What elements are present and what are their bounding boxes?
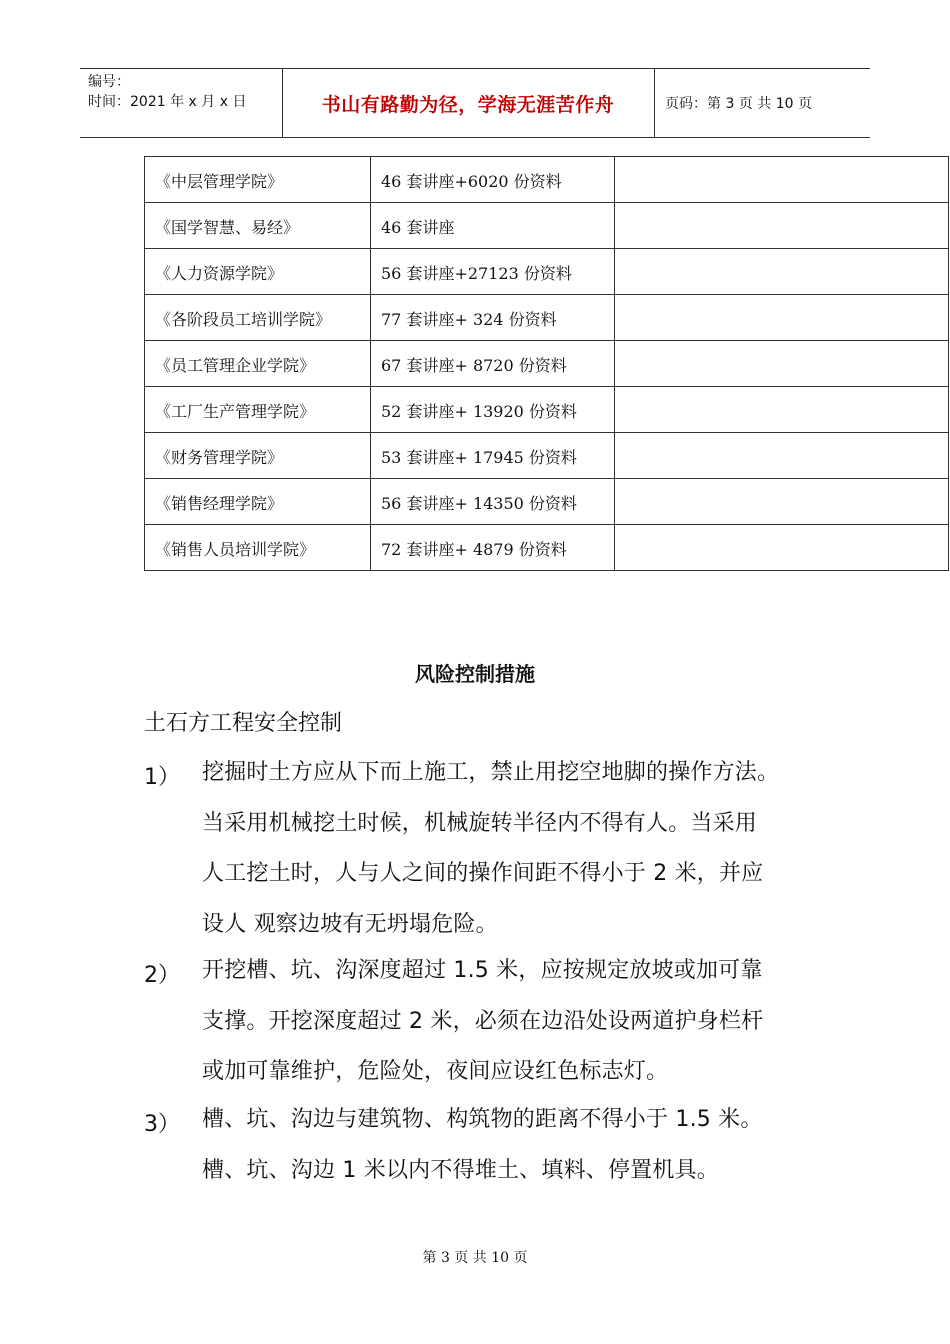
text-line: 槽、坑、沟边与建筑物、构筑物的距离不得小于 1.5 米。 — [202, 1107, 763, 1132]
text-line: 开挖槽、坑、沟深度超过 1.5 米，应按规定放坡或加可靠 — [202, 958, 763, 983]
list-item-text — [202, 946, 814, 1098]
list-item-number: 2） — [144, 963, 180, 988]
empty-cell — [615, 295, 949, 341]
course-desc-cell: 52 套讲座+ 13920 份资料 — [371, 387, 615, 433]
table-row — [145, 157, 949, 203]
course-desc-cell: 72 套讲座+ 4879 份资料 — [371, 525, 615, 571]
doc-date-label: 时间：2021 年 x 月 x 日 — [88, 94, 247, 110]
empty-cell — [615, 525, 949, 571]
text-line: 或加可靠维护，危险处，夜间应设红色标志灯。 — [202, 1059, 669, 1084]
list-item-text — [202, 1095, 814, 1196]
course-name-cell: 《员工管理企业学院》 — [145, 341, 371, 387]
course-desc-cell: 56 套讲座+ 14350 份资料 — [371, 479, 615, 525]
course-name-cell: 《国学智慧、易经》 — [145, 203, 371, 249]
table-row — [145, 433, 949, 479]
course-desc-cell: 56 套讲座+27123 份资料 — [371, 249, 615, 295]
empty-cell — [615, 341, 949, 387]
section-title: 风险控制措施 — [415, 662, 535, 686]
text-line: 当采用机械挖土时候，机械旋转半径内不得有人。当采用 — [202, 810, 758, 836]
course-name-cell: 《销售人员培训学院》 — [145, 525, 371, 571]
course-desc-cell: 77 套讲座+ 324 份资料 — [371, 295, 615, 341]
course-name-cell: 《工厂生产管理学院》 — [145, 387, 371, 433]
course-desc-cell: 67 套讲座+ 8720 份资料 — [371, 341, 615, 387]
course-desc-cell: 46 套讲座+6020 份资料 — [371, 157, 615, 203]
text-line: 支撑。开挖深度超过 2 米，必须在边沿处设两道护身栏杆 — [202, 1008, 764, 1034]
empty-cell — [615, 157, 949, 203]
document-header — [80, 68, 870, 138]
text-line: 人工挖土时，人与人之间的操作间距不得小于 2 米，并应 — [202, 861, 764, 886]
table-row — [145, 249, 949, 295]
course-catalog-table — [144, 156, 949, 571]
course-desc-cell: 46 套讲座 — [371, 203, 615, 249]
header-motto-cell — [282, 69, 655, 137]
table-row — [145, 387, 949, 433]
page-footer: 第 3 页 共 10 页 — [422, 1250, 528, 1266]
text-line: 挖掘时土方应从下而上施工，禁止用挖空地脚的操作方法。 — [202, 760, 780, 785]
course-name-cell: 《各阶段员工培训学院》 — [145, 295, 371, 341]
course-name-cell: 《财务管理学院》 — [145, 433, 371, 479]
list-item-number: 1） — [144, 765, 180, 790]
header-meta-cell — [80, 69, 283, 137]
empty-cell — [615, 387, 949, 433]
table-row — [145, 295, 949, 341]
course-name-cell: 《销售经理学院》 — [145, 479, 371, 525]
table-row — [145, 203, 949, 249]
empty-cell — [615, 203, 949, 249]
empty-cell — [615, 249, 949, 295]
header-motto: 书山有路勤为径，学海无涯苦作舟 — [321, 93, 615, 116]
course-desc-cell: 53 套讲座+ 17945 份资料 — [371, 433, 615, 479]
doc-number-label: 编号： — [88, 74, 130, 90]
empty-cell — [615, 479, 949, 525]
course-name-cell: 《中层管理学院》 — [145, 157, 371, 203]
empty-cell — [615, 433, 949, 479]
table-row — [145, 479, 949, 525]
section-subtitle: 土石方工程安全控制 — [144, 711, 343, 736]
list-item-number: 3） — [144, 1112, 180, 1137]
text-line: 设人 观察边坡有无坍塌危险。 — [202, 911, 498, 937]
table-row — [145, 341, 949, 387]
text-line: 槽、坑、沟边 1 米以内不得堆土、填料、停置机具。 — [202, 1157, 719, 1183]
course-name-cell: 《人力资源学院》 — [145, 249, 371, 295]
list-item-text — [202, 748, 814, 950]
header-page-cell — [655, 69, 870, 137]
header-page-info: 页码：第 3 页 共 10 页 — [665, 96, 812, 112]
table-row — [145, 525, 949, 571]
